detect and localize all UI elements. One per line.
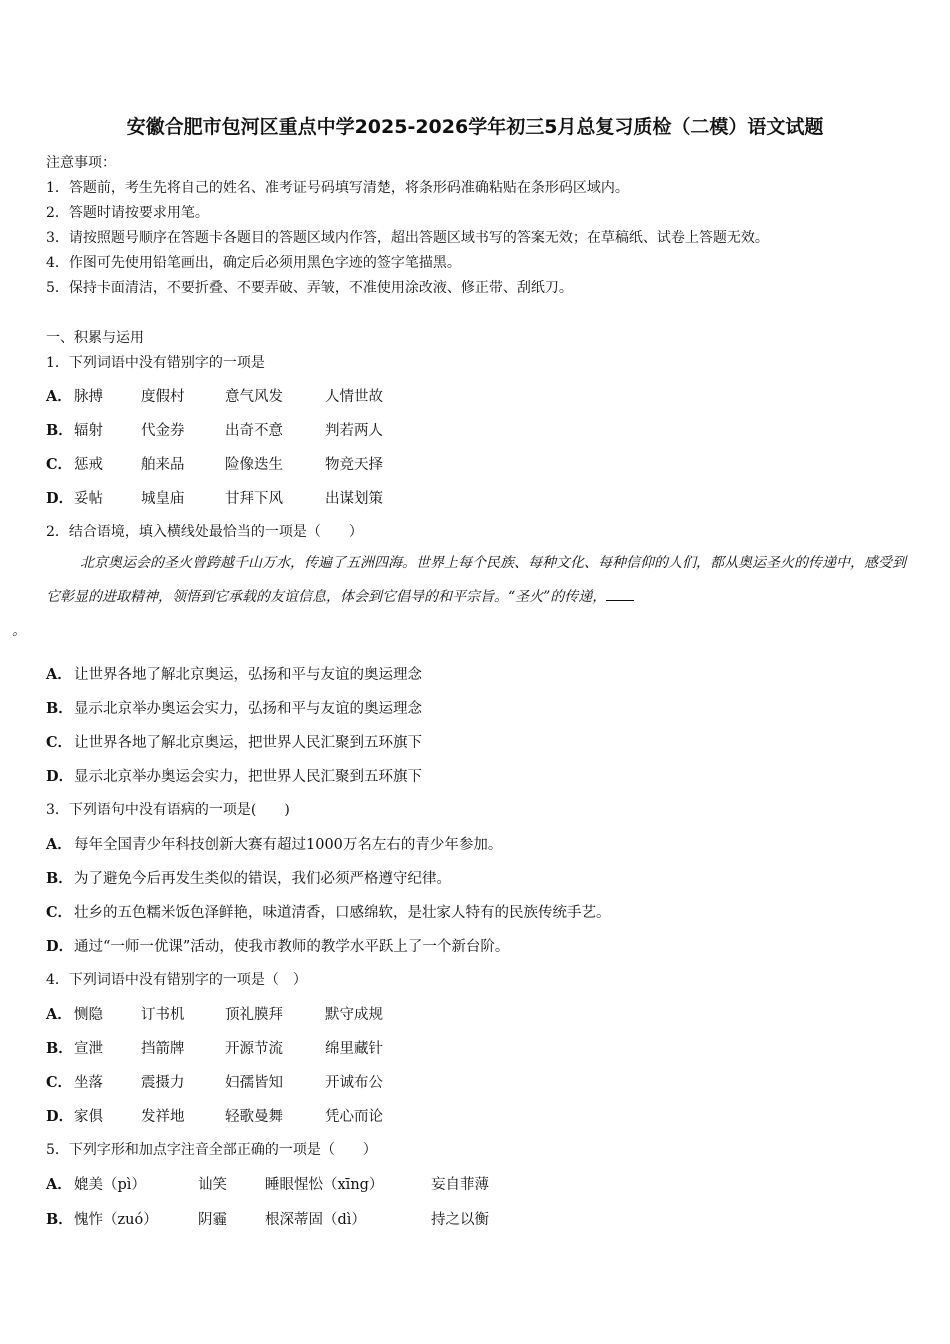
option-term: 意气风发 — [225, 389, 283, 405]
option-term: 代金券 — [141, 423, 185, 439]
option-letter: A． — [46, 666, 72, 683]
option-term: 睡眼惺忪（xīng） — [265, 1177, 384, 1193]
question-1-option-a — [46, 385, 383, 406]
notice-heading: 注意事项： — [46, 155, 116, 171]
option-letter: A． — [46, 1006, 72, 1023]
option-term: 持之以衡 — [431, 1212, 489, 1228]
option-term: 根深蒂固（dì） — [265, 1212, 366, 1228]
question-3-option-c — [46, 901, 611, 922]
option-letter: A． — [46, 388, 72, 405]
question-4-option-a — [46, 1003, 383, 1024]
option-term: 度假村 — [141, 389, 185, 405]
question-5-option-a — [46, 1173, 489, 1194]
option-term: 舶来品 — [141, 457, 185, 473]
option-term: 人情世故 — [325, 389, 383, 405]
notice-item: 3．请按照题号顺序在答题卡各题目的答题区域内作答，超出答题区域书写的答案无效；在草稿纸、试卷上答题无效。 — [46, 230, 769, 246]
question-3-option-d — [46, 935, 509, 956]
option-term: 判若两人 — [325, 423, 383, 439]
option-letter: D． — [46, 1108, 74, 1125]
option-letter: D． — [46, 490, 74, 507]
option-text: 让世界各地了解北京奥运，把世界人民汇聚到五环旗下 — [74, 735, 422, 751]
option-letter: C． — [46, 904, 73, 921]
question-1-option-b — [46, 419, 383, 440]
option-term: 讪笑 — [198, 1177, 227, 1193]
question-2-option-b — [46, 697, 422, 718]
option-letter: A． — [46, 1176, 72, 1193]
passage-text: 北京奥运会的圣火曾跨越千山万水，传遍了五洲四海。世界上每个民族、每种文化、每种信仰的人们，都从奥运圣火的传递中，感受到它彰显的进取精神，领悟到它承载的友谊信息，体会到它倡导的和平宗旨。“圣火”的传递， — [46, 555, 906, 605]
option-letter: B． — [46, 700, 73, 717]
question-5-option-b — [46, 1208, 489, 1229]
option-term: 宣泄 — [74, 1041, 103, 1057]
option-letter: B． — [46, 870, 73, 887]
question-2-option-a — [46, 663, 422, 684]
option-term: 惩戒 — [74, 457, 103, 473]
option-term: 妥帖 — [74, 491, 103, 507]
option-term: 出奇不意 — [225, 423, 283, 439]
passage-end: 。 — [12, 623, 26, 639]
option-text: 显示北京举办奥运会实力，弘扬和平与友谊的奥运理念 — [74, 701, 422, 717]
question-4-option-d — [46, 1105, 383, 1126]
option-term: 辐射 — [74, 423, 103, 439]
option-text: 为了避免今后再发生类似的错误，我们必须严格遵守纪律。 — [74, 871, 451, 887]
option-term: 脉搏 — [74, 389, 103, 405]
option-text: 每年全国青少年科技创新大赛有超过1000万名左右的青少年参加。 — [74, 837, 503, 853]
notice-item: 1．答题前，考生先将自己的姓名、准考证号码填写清楚，将条形码准确粘贴在条形码区域内。 — [46, 180, 629, 196]
option-term: 出谋划策 — [325, 491, 383, 507]
option-term: 挡箭牌 — [141, 1041, 185, 1057]
option-term: 城皇庙 — [141, 491, 185, 507]
option-text: 让世界各地了解北京奥运，弘扬和平与友谊的奥运理念 — [74, 667, 422, 683]
option-letter: C． — [46, 1074, 73, 1091]
option-term: 阴霾 — [198, 1212, 227, 1228]
option-term: 甘拜下风 — [225, 491, 283, 507]
option-letter: B． — [46, 1211, 73, 1228]
option-letter: A． — [46, 836, 72, 853]
option-text: 壮乡的五色糯米饭色泽鲜艳，味道清香，口感绵软，是壮家人特有的民族传统手艺。 — [74, 905, 611, 921]
option-term: 家俱 — [74, 1109, 103, 1125]
answer-blank[interactable] — [606, 586, 634, 601]
notice-item: 2．答题时请按要求用笔。 — [46, 205, 209, 221]
option-term: 妇孺皆知 — [225, 1075, 283, 1091]
option-term: 恻隐 — [74, 1007, 103, 1023]
question-1-option-d — [46, 487, 383, 508]
option-term: 愧怍（zuó） — [74, 1212, 158, 1228]
option-term: 媲美（pì） — [74, 1177, 146, 1193]
page-title: 安徽合肥市包河区重点中学2025-2026学年初三5月总复习质检（二模）语文试题 — [126, 116, 824, 138]
question-2-passage — [12, 546, 906, 648]
question-4-option-b — [46, 1037, 383, 1058]
question-5-stem: 5．下列字形和加点字注音全部正确的一项是（ ） — [46, 1142, 377, 1158]
notice-item: 4．作图可先使用铅笔画出，确定后必须用黑色字迹的签字笔描黑。 — [46, 255, 461, 271]
option-term: 震摄力 — [141, 1075, 185, 1091]
question-1-option-c — [46, 453, 383, 474]
option-term: 凭心而论 — [325, 1109, 383, 1125]
option-term: 开源节流 — [225, 1041, 283, 1057]
option-term: 默守成规 — [325, 1007, 383, 1023]
question-4-stem: 4．下列词语中没有错别字的一项是（ ） — [46, 972, 307, 988]
question-2-option-c — [46, 731, 422, 752]
option-text: 显示北京举办奥运会实力，把世界人民汇聚到五环旗下 — [74, 769, 422, 785]
question-4-option-c — [46, 1071, 383, 1092]
question-3-stem: 3．下列语句中没有语病的一项是( ) — [46, 802, 290, 818]
question-2-stem: 2．结合语境，填入横线处最恰当的一项是（ ） — [46, 524, 363, 540]
question-2-option-d — [46, 765, 422, 786]
option-letter: D． — [46, 938, 74, 955]
option-letter: C． — [46, 456, 73, 473]
option-letter: C． — [46, 734, 73, 751]
option-term: 顶礼膜拜 — [225, 1007, 283, 1023]
option-term: 发祥地 — [141, 1109, 185, 1125]
option-letter: D． — [46, 768, 74, 785]
option-term: 坐落 — [74, 1075, 103, 1091]
question-1-stem: 1．下列词语中没有错别字的一项是 — [46, 355, 265, 371]
option-term: 险像迭生 — [225, 457, 283, 473]
notice-item: 5．保持卡面清洁，不要折叠、不要弄破、弄皱，不准使用涂改液、修正带、刮纸刀。 — [46, 280, 573, 296]
option-letter: B． — [46, 1040, 73, 1057]
question-3-option-b — [46, 867, 451, 888]
option-term: 绵里藏针 — [325, 1041, 383, 1057]
section-heading: 一、积累与运用 — [46, 330, 144, 346]
option-term: 物竞天择 — [325, 457, 383, 473]
option-letter: B． — [46, 422, 73, 439]
option-term: 开诚布公 — [325, 1075, 383, 1091]
option-term: 妄自菲薄 — [431, 1177, 489, 1193]
option-term: 订书机 — [141, 1007, 185, 1023]
option-term: 轻歌曼舞 — [225, 1109, 283, 1125]
question-3-option-a — [46, 833, 502, 854]
option-text: 通过“一师一优课”活动，使我市教师的教学水平跃上了一个新台阶。 — [74, 939, 510, 955]
